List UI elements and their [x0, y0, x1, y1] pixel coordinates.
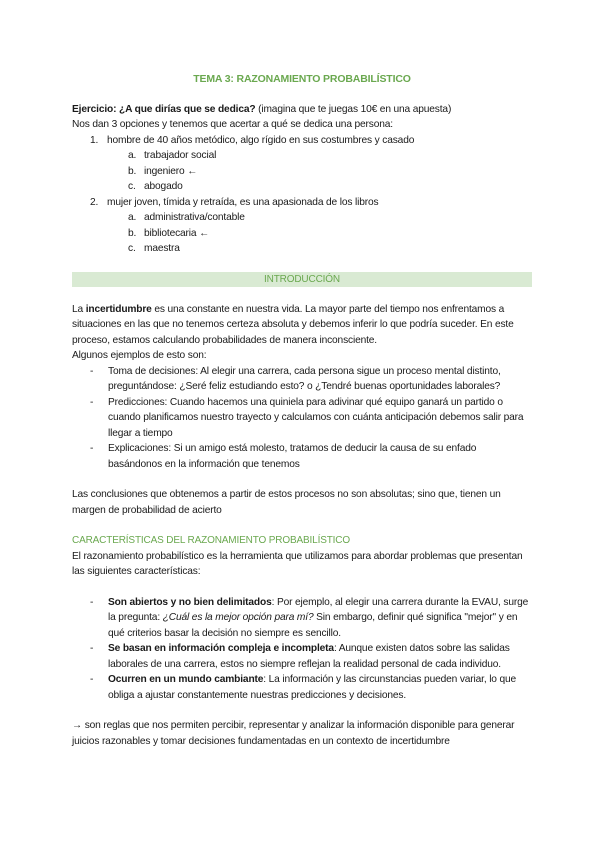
option-item [72, 164, 532, 180]
list-item [72, 441, 532, 472]
intro-paragraph [72, 302, 532, 349]
characteristic-italic: ¿Cuál es la mejor opción para mí? [162, 612, 314, 623]
exercise-list [72, 195, 532, 211]
characteristic-text: : Por ejemplo, al elegir una carrera durante la EVAU, surge la pregunta: [108, 596, 529, 623]
characteristics-intro: El razonamiento probabilístico es la herramienta que utilizamos para abordar problemas que presentan las siguientes características: [72, 550, 523, 577]
intro-p-rest: es una constante en nuestra vida. La mayor parte del tiempo nos enfrentamos a situaciones en las que no tenemos certeza absoluta y debemos inferir lo que podría suceder. En este proceso, estamos calculando probabilidades de manera inconsciente. [72, 303, 514, 346]
option-text: bibliotecaria ← [144, 227, 210, 239]
dash-marker: - [90, 674, 94, 685]
option-letter: a. [128, 212, 137, 223]
option-text: trabajador social [144, 150, 217, 161]
option-text: maestra [144, 243, 180, 254]
spacer [72, 703, 532, 718]
dash-marker: - [90, 365, 94, 377]
option-letter: b. [128, 227, 137, 239]
examples-intro: Algunos ejemplos de esto son: [72, 350, 207, 361]
exercise-options [72, 210, 532, 257]
intro-p-bold: incertidumbre [85, 303, 152, 315]
section-banner-introduccion: INTRODUCCIÓN [72, 272, 532, 287]
option-letter: b. [128, 165, 137, 177]
option-letter: a. [128, 150, 137, 161]
page-title: TEMA 3: RAZONAMIENTO PROBABILÍSTICO [193, 73, 411, 85]
list-item [72, 672, 532, 703]
example-text: Explicaciones: Si un amigo está molesto, tratamos de deducir la causa de su enfado basándonos en la información que tenemos [108, 443, 477, 470]
intro-p-start: La [72, 303, 86, 315]
list-item [72, 364, 532, 395]
characteristic-text-2: Sin embargo, definir qué significa "mejor" y en qué criterios basar la decisión no siempre es sencillo. [108, 612, 518, 639]
option-item [72, 148, 532, 164]
option-item [72, 226, 532, 242]
spacer [72, 580, 532, 595]
option-text: ingeniero ← [144, 165, 198, 177]
exercise-item-text: mujer joven, tímida y retraída, es una apasionada de los libros [107, 196, 379, 208]
option-text: abogado [144, 181, 183, 192]
characteristic-bold: Se basan en información compleja e incompleta [108, 643, 334, 654]
section-heading-caracteristicas: CARACTERÍSTICAS DEL RAZONAMIENTO PROBABILÍSTICO [72, 535, 350, 546]
list-item [72, 395, 532, 442]
examples-list [72, 364, 532, 473]
dash-marker: - [90, 643, 94, 654]
characteristic-text: : Aunque existen datos sobre las salidas laborales de una carrera, estos no siempre reflejan la realidad personal de cada individuo. [108, 643, 510, 670]
exercise-item-text: hombre de 40 años metódico, algo rígido en sus costumbres y casado [107, 134, 415, 146]
option-text: administrativa/contable [144, 212, 245, 223]
exercise-lead-bold: Ejercicio: ¿A que dirías que se dedica? [72, 103, 256, 115]
option-letter: c. [128, 181, 136, 192]
option-letter: c. [128, 243, 136, 254]
exercise-intro: Nos dan 3 opciones y tenemos que acertar a qué se dedica una persona: [72, 119, 393, 130]
spacer [72, 287, 532, 302]
characteristics-list [72, 595, 532, 704]
dash-marker: - [90, 396, 94, 408]
exercise-item-number: 2. [90, 196, 99, 208]
spacer [72, 518, 532, 533]
exercise-item-number: 1. [90, 134, 99, 146]
exercise-options [72, 148, 532, 195]
option-item [72, 179, 532, 195]
dash-marker: - [90, 443, 94, 454]
option-item [72, 210, 532, 226]
exercise-lead-rest: (imagina que te juegas 10€ en una apuesta) [255, 103, 452, 115]
characteristic-bold: Son abiertos y no bien delimitados [108, 596, 272, 608]
summary-paragraph: → son reglas que nos permiten percibir, representar y analizar la información disponible para generar juicios razonables y tomar decisiones fundamentadas en un contexto de incertidumbre [72, 720, 515, 747]
list-item [72, 595, 532, 642]
option-item [72, 241, 532, 257]
characteristic-bold: Ocurren en un mundo cambiante [108, 674, 264, 685]
exercise-item [72, 133, 532, 149]
spacer [72, 472, 532, 487]
conclusion-paragraph: Las conclusiones que obtenemos a partir de estos procesos no son absolutas; sino que, tienen un margen de probabilidad de acierto [72, 489, 501, 516]
example-text: Toma de decisiones: Al elegir una carrera, cada persona sigue un proceso mental distinto, preguntándose: ¿Seré feliz estudiando esto? o ¿Tendré buenas oportunidades laborales? [108, 365, 501, 392]
list-item [72, 641, 532, 672]
exercise-lead [72, 102, 532, 118]
document-content [72, 72, 532, 749]
dash-marker: - [90, 596, 94, 608]
exercise-list [72, 133, 532, 149]
example-text: Predicciones: Cuando hacemos una quiniela para adivinar qué equipo ganará un partido o cuando planificamos nuestro trayecto y calculamos con cuánta anticipación debemos salir para llegar a tiempo [108, 396, 524, 439]
characteristic-text: : La información y las circunstancias pueden variar, lo que obliga a ajustar constantemente nuestras predicciones y decisiones. [108, 674, 517, 701]
exercise-item [72, 195, 532, 211]
